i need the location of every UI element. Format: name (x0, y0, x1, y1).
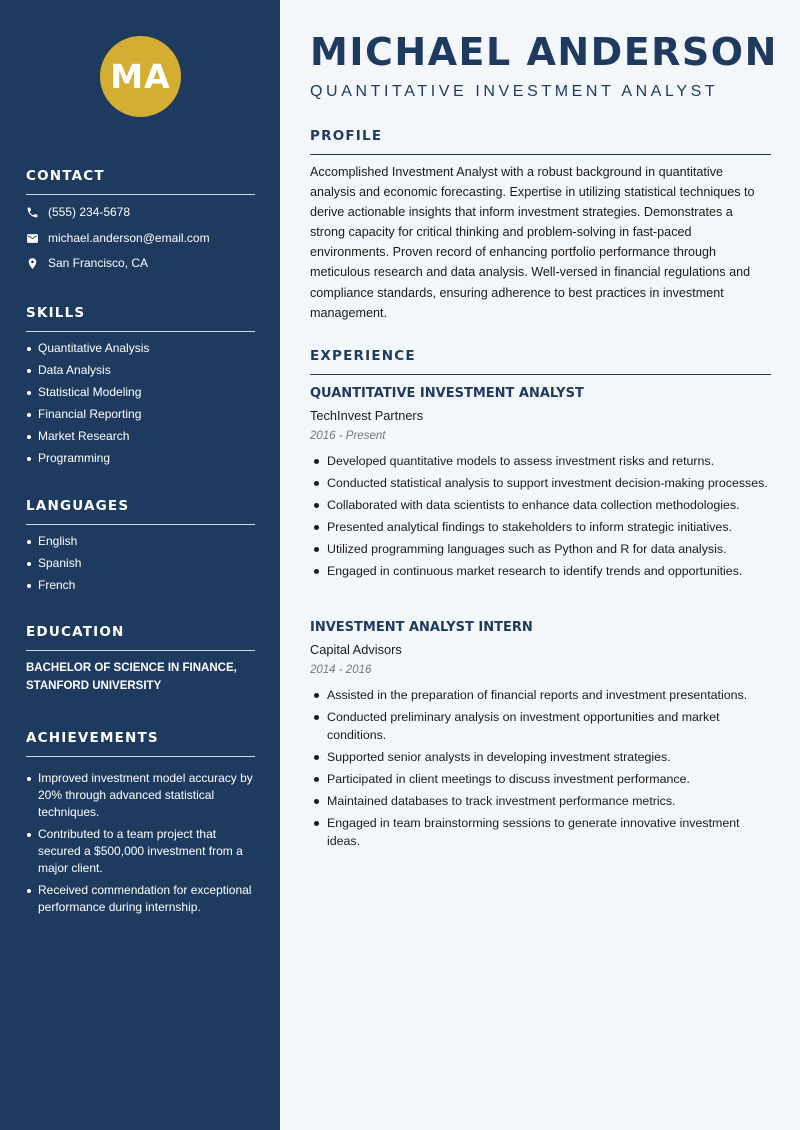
achievements-list (26, 770, 255, 916)
job-role: QUANTITATIVE INVESTMENT ANALYST (310, 386, 584, 401)
language-item: French (26, 577, 255, 594)
skill-item: Quantitative Analysis (26, 340, 255, 357)
job-bullet: Participated in client meetings to discuss investment performance. (310, 770, 771, 788)
profile-summary: Accomplished Investment Analyst with a robust background in quantitative analysis and economic forecasting. Expertise in utilizing statistical techniques to derive actionable insights that inform investment strategies. Demonstrates a strong capacity for critical thinking and problem-solving in fast-paced environments. Proven record of enhancing portfolio performance through meticulous research and data analysis. Well-versed in financial regulations and compliance standards, ensuring adherence to best practices in investment management. (310, 165, 755, 320)
job-company: TechInvest Partners (310, 408, 424, 423)
job-bullet: Assisted in the preparation of financial reports and investment presentations. (310, 686, 771, 704)
education-section (26, 622, 255, 692)
sidebar (0, 0, 280, 1130)
envelope-icon (26, 232, 39, 245)
job-bullet: Maintained databases to track investment performance metrics. (310, 792, 771, 810)
job-bullet: Engaged in continuous market research to identify trends and opportunities. (310, 562, 771, 580)
job-bullet: Presented analytical findings to stakeholders to inform strategic initiatives. (310, 518, 771, 536)
languages-section (26, 496, 255, 592)
skills-heading: SKILLS (26, 305, 86, 321)
education-degree: BACHELOR OF SCIENCE IN FINANCE, STANFORD UNIVERSITY (26, 662, 237, 692)
contact-email (26, 230, 210, 246)
location-text: San Francisco, CA (48, 256, 149, 270)
avatar (100, 36, 181, 117)
languages-heading: LANGUAGES (26, 498, 130, 514)
achievements-section (26, 728, 255, 914)
achievement-item: Received commendation for exceptional performance during internship. (26, 882, 255, 916)
achievement-item: Improved investment model accuracy by 20% through advanced statistical techniques. (26, 770, 255, 821)
contact-phone (26, 204, 130, 220)
education-heading: EDUCATION (26, 624, 125, 640)
profile-divider (310, 154, 771, 155)
job-bullet: Engaged in team brainstorming sessions to generate innovative investment ideas. (310, 814, 771, 850)
job-bullets (310, 452, 771, 580)
languages-list (26, 533, 255, 594)
experience-divider (310, 374, 771, 375)
job-dates: 2016 - Present (310, 430, 386, 442)
avatar-initials: MA (110, 57, 171, 96)
job-bullets (310, 686, 771, 850)
skill-item: Data Analysis (26, 362, 255, 379)
profile-section (310, 126, 771, 320)
language-item: Spanish (26, 555, 255, 572)
languages-divider (26, 524, 255, 525)
candidate-title: QUANTITATIVE INVESTMENT ANALYST (310, 83, 719, 100)
job-bullet: Conducted preliminary analysis on investment opportunities and market conditions. (310, 708, 771, 744)
job-role: INVESTMENT ANALYST INTERN (310, 620, 533, 635)
experience-heading: EXPERIENCE (310, 348, 416, 364)
language-item: English (26, 533, 255, 550)
profile-heading: PROFILE (310, 128, 383, 144)
job-bullet: Collaborated with data scientists to enhance data collection methodologies. (310, 496, 771, 514)
main-content (280, 0, 800, 1130)
skill-item: Market Research (26, 428, 255, 445)
candidate-name: MICHAEL ANDERSON (310, 30, 778, 74)
achievements-heading: ACHIEVEMENTS (26, 730, 159, 746)
contact-section (26, 166, 255, 270)
skills-list (26, 340, 255, 467)
skills-section (26, 303, 255, 465)
contact-location (26, 255, 148, 271)
job-company: Capital Advisors (310, 642, 402, 657)
education-divider (26, 650, 255, 651)
job-bullet: Utilized programming languages such as Python and R for data analysis. (310, 540, 771, 558)
job-dates: 2014 - 2016 (310, 664, 372, 676)
contact-divider (26, 194, 255, 195)
location-pin-icon (26, 257, 39, 270)
skill-item: Financial Reporting (26, 406, 255, 423)
achievements-divider (26, 756, 255, 757)
job-entry (310, 618, 771, 854)
skill-item: Statistical Modeling (26, 384, 255, 401)
skill-item: Programming (26, 450, 255, 467)
job-entry (310, 384, 771, 584)
job-bullet: Developed quantitative models to assess investment risks and returns. (310, 452, 771, 470)
contact-heading: CONTACT (26, 168, 105, 184)
achievement-item: Contributed to a team project that secured a $500,000 investment from a major client. (26, 826, 255, 877)
phone-icon (26, 206, 39, 219)
job-bullet: Supported senior analysts in developing investment strategies. (310, 748, 771, 766)
email-link[interactable]: michael.anderson@email.com (48, 231, 210, 245)
skills-divider (26, 331, 255, 332)
phone-link[interactable]: (555) 234-5678 (48, 205, 131, 219)
experience-section (310, 346, 771, 848)
job-bullet: Conducted statistical analysis to support investment decision-making processes. (310, 474, 771, 492)
